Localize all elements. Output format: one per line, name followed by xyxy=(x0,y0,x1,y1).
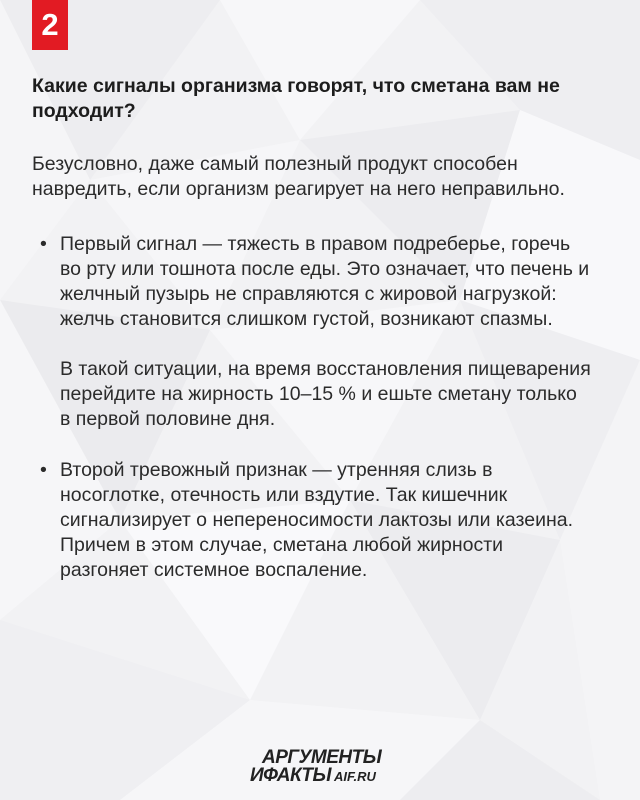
logo-line-1: АРГУМЕНТЫ xyxy=(262,747,382,768)
page-number-badge: 2 xyxy=(32,0,68,50)
list-item xyxy=(32,232,592,432)
bullet-icon: • xyxy=(40,459,47,481)
signals-list xyxy=(32,232,592,583)
logo-domain: AIF.RU xyxy=(334,769,376,784)
article-body xyxy=(32,74,592,609)
bullet-icon: • xyxy=(40,233,47,255)
logo-line-2 xyxy=(250,766,376,786)
aif-logo xyxy=(250,748,410,788)
list-item xyxy=(32,458,592,583)
intro-paragraph: Безусловно, даже самый полезный продукт способен навредить, если организм реагирует на него неправильно. xyxy=(32,153,565,200)
list-item-paragraph: Второй тревожный признак — утренняя слизь в носоглотке, отечность или вздутие. Так кишечник сигнализирует о непереносимости лактозы или казеина. Причем в этом случае, сметана любой жирности разгоняет системное воспаление. xyxy=(60,459,573,581)
list-item-paragraph: Первый сигнал — тяжесть в правом подреберье, горечь во рту или тошнота после еды. Это означает, что печень и желчный пузырь не справляются с жировой нагрузкой: желчь становится слишком густой, возникают спазмы. xyxy=(60,233,590,330)
list-item-paragraph: В такой ситуации, на время восстановления пищеварения перейдите на жирность 10–15 % и ешьте сметану только в первой половине дня. xyxy=(60,358,591,430)
article-title: Какие сигналы организма говорят, что сметана вам не подходит? xyxy=(32,75,560,122)
logo-line-2-text: ИФАКТЫ xyxy=(250,765,332,786)
